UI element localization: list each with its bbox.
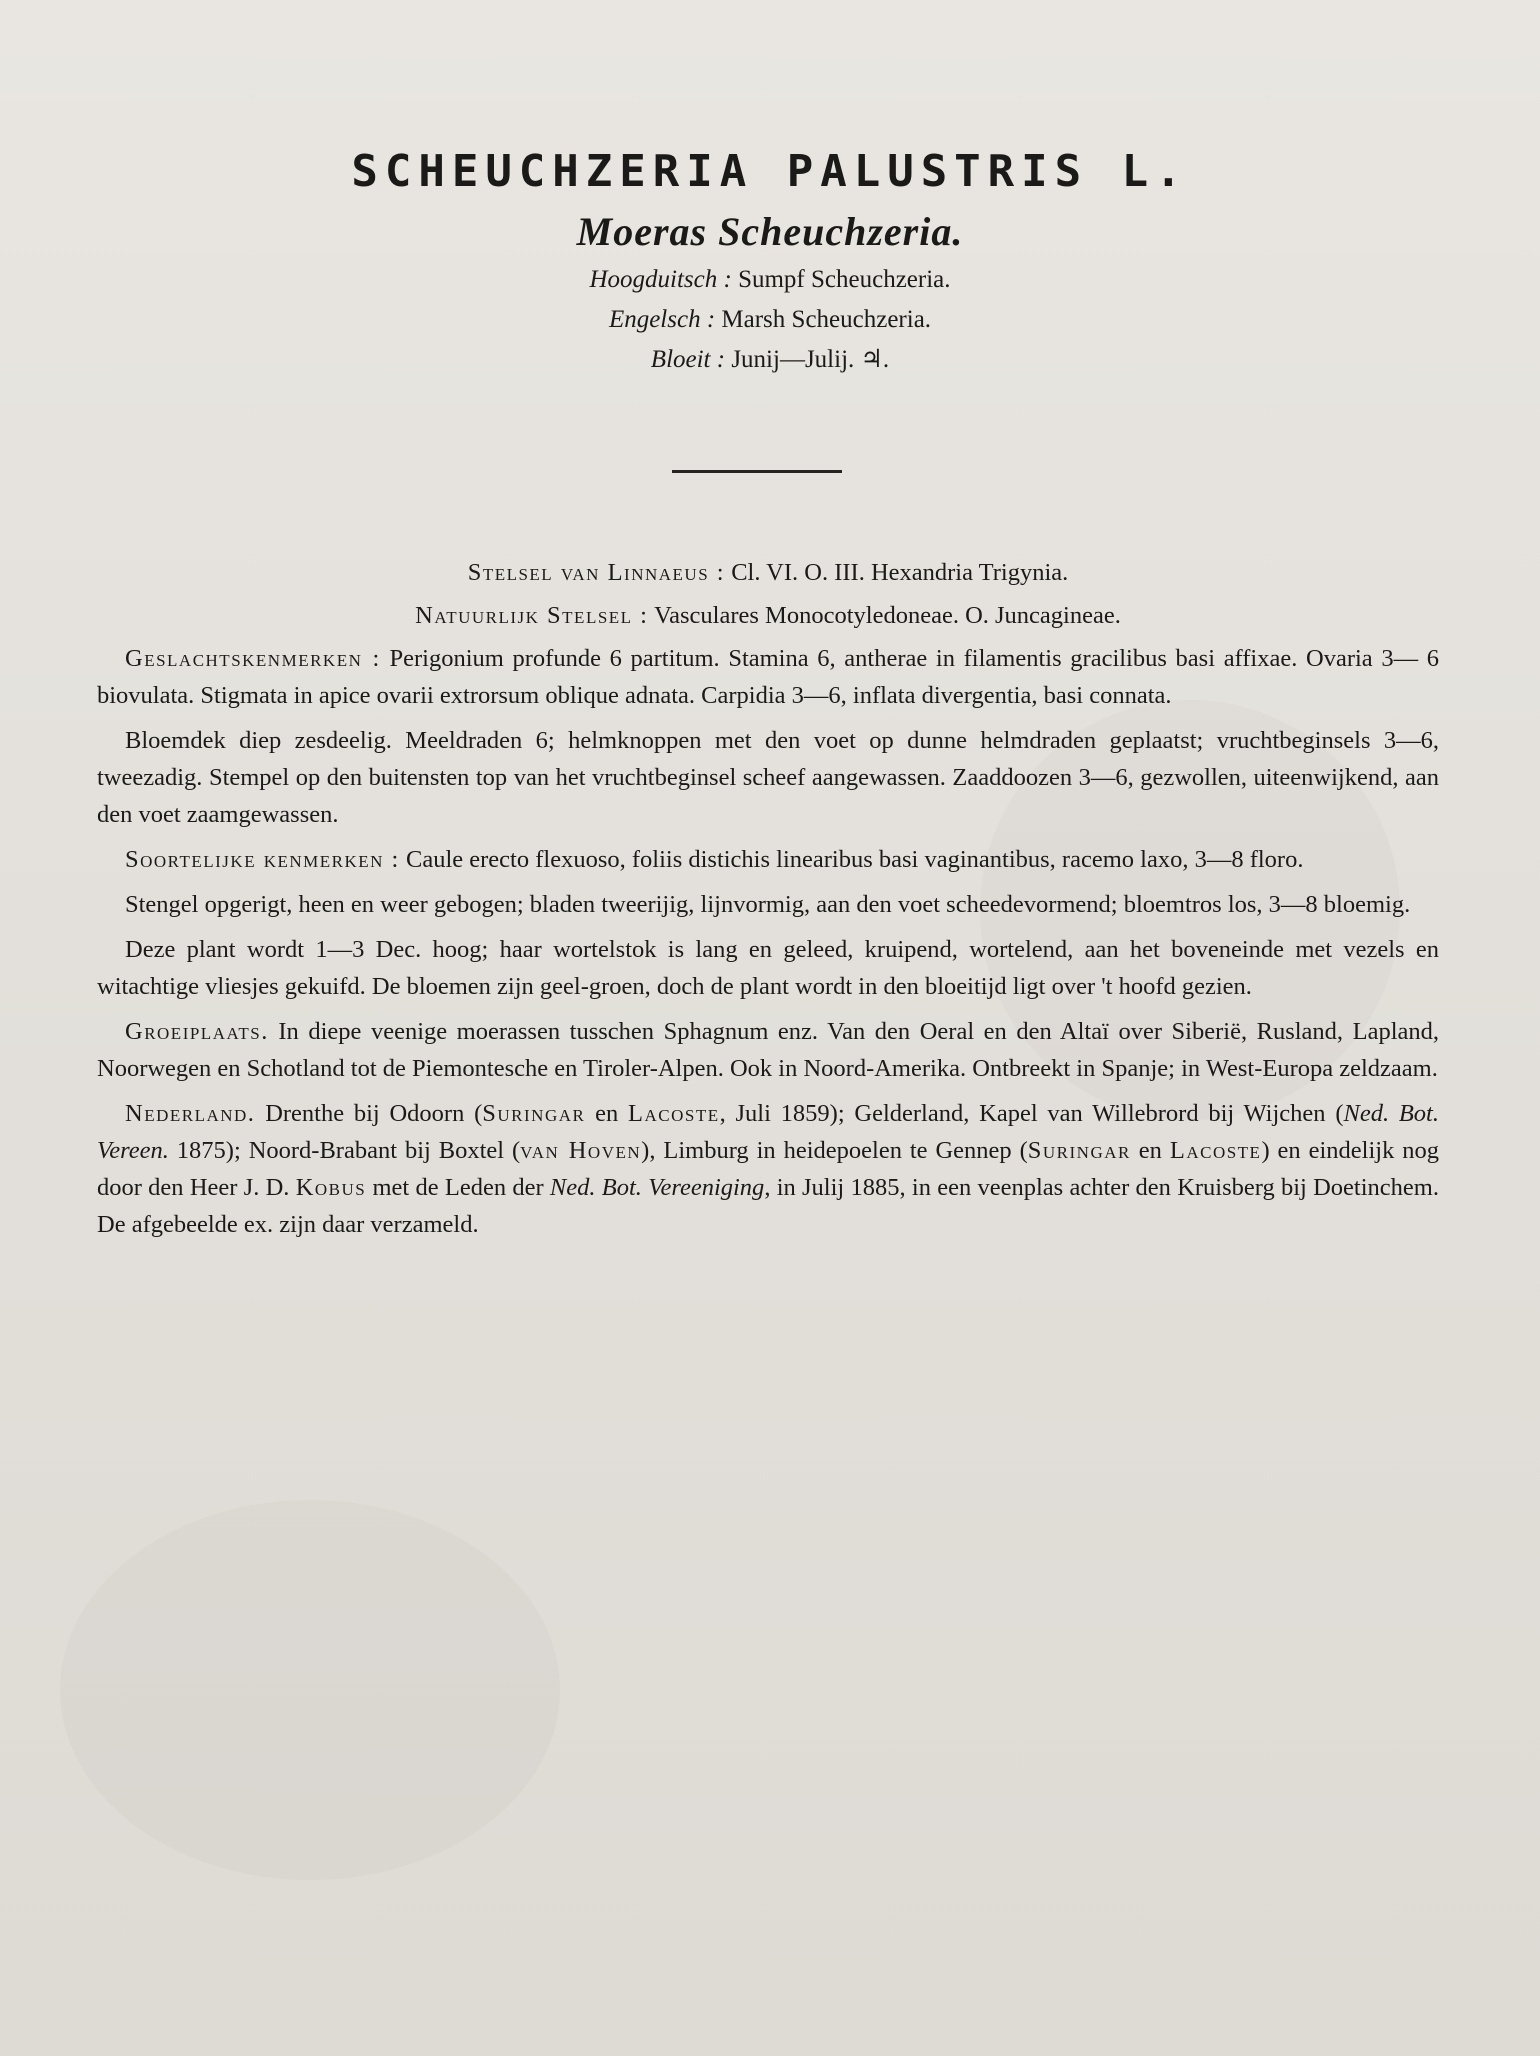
natural-text: Vasculares Monocotyledoneae. O. Juncagineae. xyxy=(654,602,1121,629)
natural-system xyxy=(97,597,1439,634)
nl-text: en xyxy=(585,1100,629,1127)
nl-person-name: Suringar xyxy=(482,1100,586,1127)
nl-text: en xyxy=(1130,1137,1170,1164)
nl-text: , in Julij 1885, in een veenplas achter den Kruisberg bij Doetinchem. De afgebeelde ex. zijn daar verzameld. xyxy=(97,1174,1439,1238)
english-name-line xyxy=(0,300,1540,340)
species-characters xyxy=(97,841,1439,878)
page-body xyxy=(97,554,1439,1251)
nl-text: Drenthe bij Odoorn ( xyxy=(265,1100,483,1127)
nl-text: 1875); Noord-Brabant bij Boxtel ( xyxy=(168,1137,521,1164)
english-value: Marsh Scheuchzeria. xyxy=(721,306,932,333)
nl-text: ) en eindelijk nog door den Heer J. D. xyxy=(97,1137,1440,1201)
nl-text: ), Limburg in heidepoelen te Gennep ( xyxy=(641,1137,1028,1164)
species-text: Caule erecto flexuoso, foliis distichis linearibus basi vaginantibus, racemo laxo, 3—8 floro. xyxy=(406,846,1304,873)
genus-text: Perigonium profunde 6 partitum. Stamina 6, antherae in filamentis gracilibus basi affixae. Ovaria 3— 6 biovulata. Stigmata in apice ovarii extrorsum oblique adnata. Carpidia 3—6, inflata divergentia, basi connata. xyxy=(97,645,1440,709)
netherlands-distribution xyxy=(97,1095,1439,1243)
section-divider xyxy=(672,470,842,473)
habitat-text: In diepe veenige moerassen tusschen Sphagnum enz. Van den Oeral en den Altaï over Siberië, Rusland, Lapland, Noorwegen en Schotland tot de Piemontesche en Tiroler-Alpen. Ook in Noord-Amerika. Ontbreekt in Spanje; in West-Europa zeldzaam. xyxy=(97,1018,1439,1082)
nl-person-name: van Hoven xyxy=(520,1137,642,1164)
dutch-name: Moeras Scheuchzeria. xyxy=(576,209,964,254)
genus-characters xyxy=(97,640,1439,714)
genus-label: Geslachtskenmerken : xyxy=(125,645,381,672)
nl-text: , Juli 1859); Gelderland, Kapel van Willebrord bij Wijchen ( xyxy=(719,1100,1344,1127)
nl-person-name: Suringar xyxy=(1027,1137,1131,1164)
linnaeus-label: Stelsel van Linnaeus : xyxy=(467,559,726,586)
nl-society-name: Ned. Bot. Vereen. xyxy=(97,1100,1439,1164)
german-value: Sumpf Scheuchzeria. xyxy=(738,266,951,293)
bloom-label: Bloeit : xyxy=(650,346,726,373)
linnaeus-system xyxy=(97,554,1439,591)
plant-description: Deze plant wordt 1—3 Dec. hoog; haar wortelstok is lang en geleed, kruipend, wortelend, aan het boveneinde met vezels en witachtige vliesjes gekuifd. De bloemen zijn geel-groen, doch de plant wordt in den bloeitijd ligt over 't hoofd gezien. xyxy=(97,936,1439,1000)
bloom-value: Junij—Julij. ♃. xyxy=(731,346,890,373)
german-label: Hoogduitsch : xyxy=(589,266,732,293)
netherlands-label: Nederland. xyxy=(125,1100,256,1127)
nl-person-name: Lacoste xyxy=(628,1100,720,1127)
nl-person-name: Kobus xyxy=(295,1174,367,1201)
nl-person-name: Lacoste xyxy=(1169,1137,1262,1164)
habitat-label: Groeiplaats. xyxy=(125,1018,269,1045)
natural-label: Natuurlijk Stelsel : xyxy=(415,602,649,629)
species-title: SCHEUCHZERIA PALUSTRIS L. xyxy=(351,146,1189,197)
nl-text: met de Leden der xyxy=(366,1174,550,1201)
genus-characters-dutch: Bloemdek diep zesdeelig. Meeldraden 6; helmknoppen met den voet op dunne helmdraden geplaatst; vruchtbeginsels 3—6, tweezadig. Stempel op den buitensten top van het vruchtbeginsel scheef aangewassen. Zaaddoozen 3—6, gezwollen, uiteenwijkend, aan den voet zaamgewassen. xyxy=(97,727,1439,828)
species-label: Soortelijke kenmerken : xyxy=(125,846,400,873)
bloom-line xyxy=(0,340,1540,380)
linnaeus-text: Cl. VI. O. III. Hexandria Trigynia. xyxy=(731,559,1069,586)
page-header xyxy=(0,140,1540,380)
paper-stain xyxy=(60,1500,560,1880)
habitat xyxy=(97,1013,1439,1087)
english-label: Engelsch : xyxy=(608,306,716,333)
german-name-line xyxy=(0,260,1540,300)
species-characters-dutch: Stengel opgerigt, heen en weer gebogen; bladen tweerijig, lijnvormig, aan den voet scheedevormend; bloemtros los, 3—8 bloemig. xyxy=(125,891,1411,918)
nl-society-name: Ned. Bot. Vereeniging xyxy=(549,1174,765,1201)
